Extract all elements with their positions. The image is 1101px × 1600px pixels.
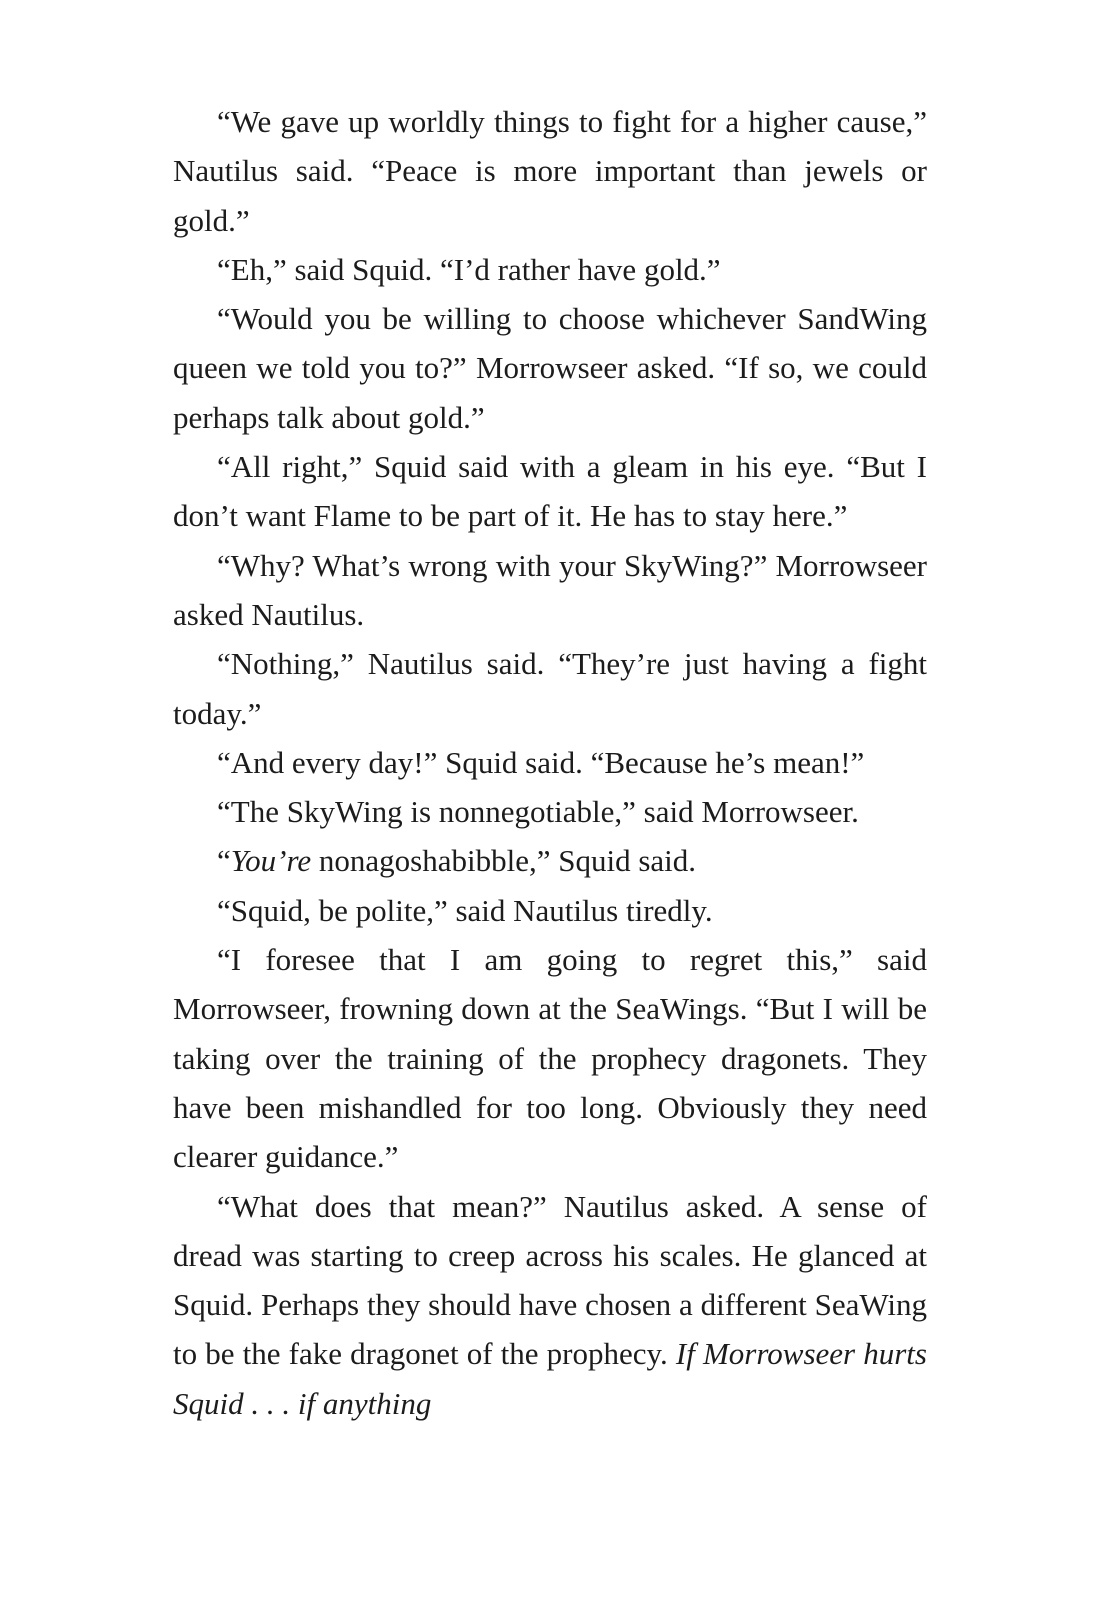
paragraph-text: “ <box>217 843 231 879</box>
paragraph-text: “The SkyWing is nonnegotiable,” said Morrowseer. <box>217 794 859 830</box>
paragraph-text: “We gave up worldly things to fight for a higher cause,” Nautilus said. “Peace is more important than jewels or gold.” <box>173 104 927 238</box>
paragraph-text: “Why? What’s wrong with your SkyWing?” Morrowseer asked Nautilus. <box>173 547 927 632</box>
paragraph-text: nonagoshabibble,” Squid said. <box>311 843 697 879</box>
paragraph-italic-text: If Morrowseer hurts Squid . . . if anything <box>173 1336 927 1421</box>
paragraph <box>173 1182 927 1428</box>
paragraph <box>173 787 927 836</box>
paragraph-text: “Eh,” said Squid. “I’d rather have gold.” <box>217 251 721 287</box>
paragraph <box>173 886 927 935</box>
paragraph <box>173 639 927 738</box>
paragraph-text: “Nothing,” Nautilus said. “They’re just having a fight today.” <box>173 646 927 731</box>
paragraph-text: “Squid, be polite,” said Nautilus tiredly. <box>217 892 713 928</box>
paragraph <box>173 541 927 640</box>
paragraph-text: “And every day!” Squid said. “Because he’s mean!” <box>217 744 865 780</box>
paragraph <box>173 245 927 294</box>
book-page <box>173 97 927 1428</box>
paragraph-text: “Would you be willing to choose whichever SandWing queen we told you to?” Morrowseer asked. “If so, we could perhaps talk about gold.” <box>173 301 927 435</box>
paragraph <box>173 97 927 245</box>
paragraph <box>173 294 927 442</box>
paragraph-text: “All right,” Squid said with a gleam in his eye. “But I don’t want Flame to be part of it. He has to stay here.” <box>173 449 927 534</box>
paragraph-text: “What does that mean?” Nautilus asked. A sense of dread was starting to creep across his scales. He glanced at Squid. Perhaps they should have chosen a different SeaWing to be the fake dragonet of the prophecy. <box>173 1188 927 1372</box>
paragraph <box>173 738 927 787</box>
paragraph-italic-text: You’re <box>230 843 312 879</box>
paragraph-text: “I foresee that I am going to regret this,” said Morrowseer, frowning down at the SeaWings. “But I will be taking over the training of the prophecy dragonets. They have been mishandled for too long. Obviously they need clearer guidance.” <box>173 942 927 1175</box>
paragraph <box>173 442 927 541</box>
paragraph <box>173 935 927 1181</box>
paragraph <box>173 836 927 885</box>
